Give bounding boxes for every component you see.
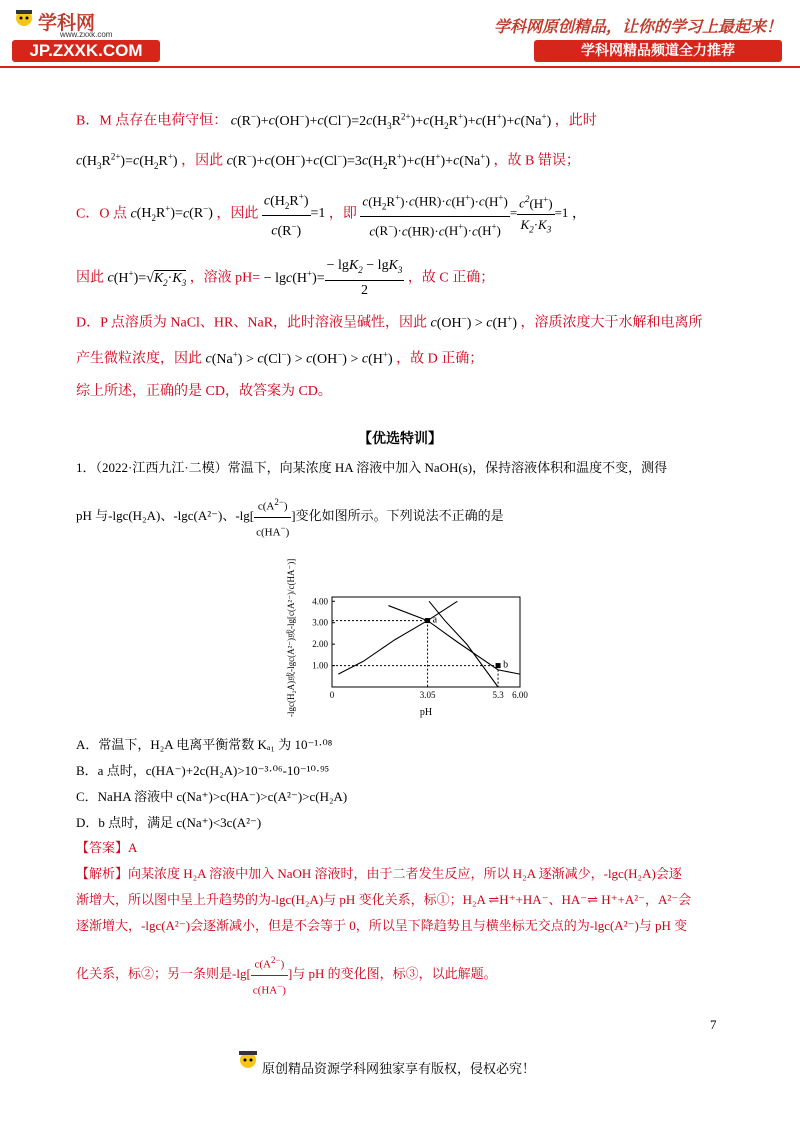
footer-copyright: 原创精品资源学科网独家享有版权，侵权必究！	[262, 1062, 536, 1077]
q-line2-prefix: pH 与-lgc(H₂A)、-lgc(A²⁻)、-lg[	[76, 508, 255, 524]
mascot-icon	[12, 8, 36, 43]
c-eq2: $\frac{c(H_2R^+)}{c(R^-)}$ =1	[262, 206, 326, 221]
footer-mascot-icon	[236, 1048, 260, 1083]
section-title: 【优选特训】	[358, 432, 442, 447]
y-tick-label: 4.00	[312, 596, 328, 607]
slogan: 学科网原创精品，让你的学习上最起来！	[493, 17, 782, 36]
analysis-line3: 逐渐增大，-lgc(A²⁻)会逐渐减小，但是不会等于 0，所以呈下降趋势且与横坐标无交点的为-lgc(A²⁻)与 pH 变	[76, 918, 688, 933]
x-tick-label: 6.00	[512, 690, 528, 700]
y-tick-label: 1.00	[312, 660, 328, 671]
question-line1: 1．（2022·江西九江·二模）常温下，向某浓度 HA 溶液中加入 NaOH(s)，保持溶液体积和温度不变，测得	[76, 460, 668, 475]
y-tick-label: 2.00	[312, 639, 328, 650]
c3-suffix: ，故 C 正确；	[407, 270, 495, 286]
c3-mid: ，溶液 pH=	[189, 270, 261, 286]
x-tick-label: 3.05	[419, 690, 436, 700]
option-b: B．a 点时，c(HA⁻)+2c(H₂A)>10⁻³·⁰⁶-10⁻¹⁰·⁹⁵	[76, 763, 330, 778]
series-line-1	[338, 601, 457, 674]
point-label-b: b	[503, 659, 509, 671]
c3-eq2: − lgc(H+)= $\frac{- \lg K_2 - \lg K_3}{2}$	[264, 271, 405, 286]
analysis-l4-prefix: 化关系，标②；另一条则是-lg[	[76, 966, 251, 982]
q-line2-suffix: ]变化如图所示。下列说法不正确的是	[291, 508, 504, 524]
paragraph-d-line2	[76, 344, 483, 370]
d2-prefix: 产生微粒浓度，因此	[76, 351, 202, 367]
d2-suffix: ，故 D 正确；	[396, 351, 484, 367]
logo-url-small: www.zxxk.com	[60, 30, 113, 39]
c-prefix: C．O 点	[76, 206, 127, 222]
point-b	[496, 663, 501, 668]
c-eq3: $\frac{c(H_2R^+)\cdot c(HR)\cdot c(H^+)\cdot c(H^+)}{c(R^-)\cdot c(HR)\cdot c(H^+)\cdot c(H^+)}$ = $\frac{c^2(H^+)}{K_2\cdot K_3}$ =1	[360, 205, 568, 220]
paragraph-d-line1	[76, 308, 703, 334]
x-axis-label: pH	[419, 707, 433, 718]
d-prefix: D．P 点溶质为 NaCl、HR、NaR，此时溶液呈碱性，因此	[76, 315, 428, 331]
c3-prefix: 因此	[76, 270, 104, 286]
header-divider	[0, 66, 800, 68]
option-a: A．常温下，H₂A 电离平衡常数 Kₐ₁ 为 10⁻¹·⁰⁸	[76, 737, 333, 752]
chart-ylabel: -lgc(H₂A)或-lgc(A²⁻)或-lg[c(A²⁻)/c(HA⁻)]	[286, 558, 296, 717]
logo-url: JP.ZXXK.COM	[12, 40, 160, 62]
b2-eq1: $c(H_3R^{2+})=c(H_2R^+)$	[76, 151, 178, 171]
b2-suffix: ，故 B 错误；	[493, 153, 580, 169]
d2-eq: c(Na+) > c(Cl−) > c(OH−) > c(H+)	[205, 349, 393, 367]
y-tick-label: 3.00	[312, 617, 328, 628]
logo-brand: 学科网	[38, 12, 96, 34]
c-eq1: $c(H_2R^+)=c(R^-)$	[130, 203, 213, 224]
b2-eq2: $c(R^-)+c(OH^-)+c(Cl^-)=3c(H_2R^+)+c(H^+)+c(Na^+)$	[226, 151, 491, 171]
c3-eq1: $c(H^+)=√K_2\cdot K_3$	[107, 267, 187, 288]
ph-chart	[280, 535, 540, 725]
d-suffix: ，溶质浓度大于水解和电离所	[520, 315, 703, 331]
x-tick-label: 5.3	[492, 690, 504, 700]
b2-mid: ，因此	[181, 153, 224, 169]
b-equation: $c(R^-)+c(OH^-)+c(Cl^-)=2c(H_3R^{2+})+c(H_2R^+)+c(H^+)+c(Na^+)$	[230, 111, 552, 131]
plot-frame	[332, 597, 520, 687]
summary: 综上所述，正确的是 CD，故答案为 CD。	[76, 384, 332, 399]
analysis-line4	[76, 950, 497, 1000]
option-c: C．NaHA 溶液中 c(Na⁺)>c(HA⁻)>c(A²⁻)>c(H₂A)	[76, 789, 348, 804]
option-d: D．b 点时，满足 c(Na⁺)<3c(A²⁻)	[76, 815, 262, 830]
analysis-line2: 渐增大，所以图中呈上升趋势的为-lgc(H₂A)与 pH 变化关系，标①；H₂A ⇌H⁺+HA⁻、HA⁻⇌ H⁺+A²⁻，A²⁻会	[76, 892, 692, 907]
point-label-a: a	[432, 614, 438, 626]
series-line-3	[429, 601, 498, 687]
analysis-l4-suffix: ]与 pH 的变化图，标③，以此解题。	[287, 966, 497, 982]
page-number: 7	[710, 1017, 717, 1032]
paragraph-c-line2	[76, 256, 494, 301]
paragraph-c-line1: C．O 点 $c(H_2R^+)=c(R^-)$ ，因此 $\frac{c(H_2R^+)}{c(R^-)}$ =1 ，即 $\frac{c(H_2R^+)\cdot c(HR)\cdot c(H^+)\cdot c(H^+)}{c(R^-)\cdot c(HR)\cdot c(H^+)\cdot c(H^+)}$ = $\frac{c^2(H^+)}{K_2\cdot K_3}$ =1 ，	[76, 186, 586, 242]
analysis-line1: 【解析】向某浓度 H₂A 溶液中加入 NaOH 溶液时，由于二者发生反应，所以 H₂A 逐渐减少，-lgc(H₂A)会逐	[76, 866, 682, 881]
b-suffix: ，此时	[554, 113, 597, 129]
analysis-fraction: $\frac{c(A^{2-})}{c(HA^-)}$	[251, 950, 288, 1000]
paragraph-b-line1	[76, 106, 597, 135]
c-mid1: ，因此	[216, 206, 259, 222]
x-tick-label: 0	[329, 690, 335, 700]
c-mid2: ，即	[328, 206, 357, 222]
b-prefix: B．M 点存在电荷守恒：	[76, 113, 228, 129]
paragraph-b-line2	[76, 146, 580, 175]
point-a	[425, 618, 430, 623]
answer: 【答案】A	[76, 840, 138, 855]
q-fraction: $\frac{c(A^{2-})}{c(HA^-)}$	[254, 492, 291, 542]
d-eq1: c(OH−) > c(H+)	[430, 313, 518, 331]
channel-banner: 学科网精品频道全力推荐	[534, 40, 782, 62]
